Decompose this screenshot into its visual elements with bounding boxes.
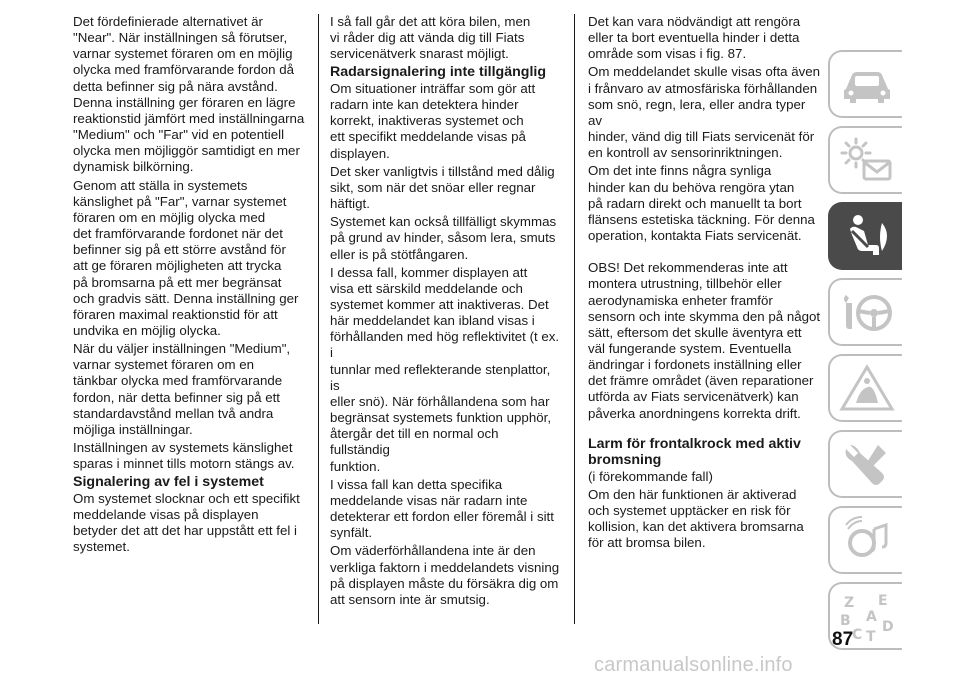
index-letter: Z [844,595,855,611]
column-divider [318,14,319,624]
section-heading: Radarsignalering inte tillgänglig [330,64,546,81]
paragraph: Det kan vara nödvändigt att rengöra eller ta bort eventuella hinder i detta område som visas i fig. 87. [588,14,801,62]
paragraph: I vissa fall kan detta specifika meddelande visas när radarn inte detekterar ett fordon eller föremål i sitt synfält. [330,476,554,541]
paragraph: Systemet kan också tillfälligt skymmas på grund av hinder, såsom lera, smuts eller is på stötfångaren. [330,214,557,262]
tab-car[interactable] [828,50,902,118]
paragraph: Det sker vanligtvis i tillstånd med dålig sikt, som när det snöar eller regnar häftigt. [330,163,555,212]
paragraph: Inställningen av systemets känslighet sparas i minnet tills motorn stängs av. [73,440,295,472]
warning-light-icon [838,135,896,187]
paragraph: Det fördefinierade alternativet är "Near". När inställningen så förutser, varnar systemet föraren om en möjlig olycka med framförvarande fordon då detta befinner sig på nära avstånd. Denna inställning ger föraren en lägre reaktionstid jämfört med inställningarna "Medium" och "Far" vid en potentiell olycka men möjliggör samtidigt en mer dynamisk bilkörning. [73,14,305,175]
paragraph: Om situationer inträffar som gör att radarn inte kan detektera hinder korrekt, inaktiveras systemet och ett specifikt meddelande visas på displayen. [330,80,536,161]
index-letter: B [840,613,851,629]
paragraph: Om systemet slocknar och ett specifikt meddelande visas på displayen betyder det att det har uppstått ett fel i systemet. [73,490,300,555]
section-subheading: (i förekommande fall) [588,468,713,484]
car-icon [838,59,896,111]
index-letter: E [878,593,888,609]
page-number: 87 [832,629,854,650]
watermark-text[interactable]: carmanualsonline.info [594,654,793,676]
text-column-2 [330,14,562,610]
text-column-3 [588,14,822,554]
tab-driving[interactable] [828,278,902,346]
paragraph: I så fall går det att köra bilen, men vi råder dig att vända dig till Fiats servicenätverk snarast möjligt. [330,14,531,62]
hazard-road-icon [838,363,896,415]
tab-safety[interactable] [828,202,902,270]
text-column-1 [73,14,307,558]
column-divider [574,14,575,624]
paragraph: Om det inte finns några synliga hinder kan du behöva rengöra ytan på radarn direkt och manuellt ta bort flänsens estetiska täckning. För denna operation, kontakta Fiats servicenät. [588,163,815,244]
paragraph: När du väljer inställningen "Medium", varnar systemet föraren om en tänkbar olycka med framförvarande fordon, när detta befinner sig på ett standardavstånd mellan två andra möjliga inställningar. [73,341,291,437]
tab-emergency[interactable] [828,354,902,422]
paragraph: Om meddelandet skulle visas ofta även i frånvaro av atmosfäriska förhållanden som snö, regn, lera, eller andra typer av hinder, vänd dig till Fiats servicenät för en kontroll av sensorinriktningen. [588,64,821,161]
paragraph: I dessa fall, kommer displayen att visa ett särskild meddelande och systemet kommer att inaktiveras. Det här meddelandet kan ibland visas i förhållanden med hög reflektivitet (t ex. i tunnlar med reflekterande stenplattor, is eller snö). När förhållandena som har begränsat systemets funktion upphör, återgår det till en normal och fullständig funktion. [330,264,560,474]
seatbelt-airbag-icon [838,211,896,263]
note-paragraph: OBS! Det rekommenderas inte att montera utrustning, tillbehör eller aerodynamiska enheter framför sensorn och inte skymma den på något sätt, eftersom det skulle äventyra ett väl fungerande system. Eventuella ändringar i fordonets inställning eller det främre området (även reparationer utförda av Fiats servicenätverk) kan påverka anordningens korrekta drift. [588,260,821,421]
steering-wheel-icon [838,287,896,339]
multimedia-icon [838,515,896,567]
index-letter: T [866,629,876,643]
index-letter: C [852,627,863,643]
tab-maintenance[interactable] [828,430,902,498]
section-heading: Signalering av fel i systemet [73,474,264,491]
tab-warning-lights[interactable] [828,126,902,194]
paragraph: Om väderförhållandena inte är den verkliga faktorn i meddelandets visning på displayen måste du försäkra dig om att sensorn inte är smutsig. [330,543,560,607]
section-heading: Larm för frontalkrock med aktiv bromsning [588,435,801,469]
wrench-tools-icon [838,439,896,491]
paragraph: Genom att ställa in systemets känslighet på "Far", varnar systemet föraren om en möjlig olycka med det framförvarande fordonet när det befinner sig på ett större avstånd för att ge föraren möjligheten att trycka på bromsarna på ett mer begränsat och gradvis sätt. Denna inställning ger föraren maximal reaktionstid för att undvika en möjlig olycka. [73,177,299,338]
index-letter: D [882,619,894,635]
paragraph: Om den här funktionen är aktiverad och systemet upptäcker en risk för kollision, kan det aktivera bromsarna för att bromsa bilen. [588,486,804,551]
chapter-tabs [828,50,960,658]
tab-multimedia[interactable] [828,506,902,574]
index-letter: A [866,609,877,625]
